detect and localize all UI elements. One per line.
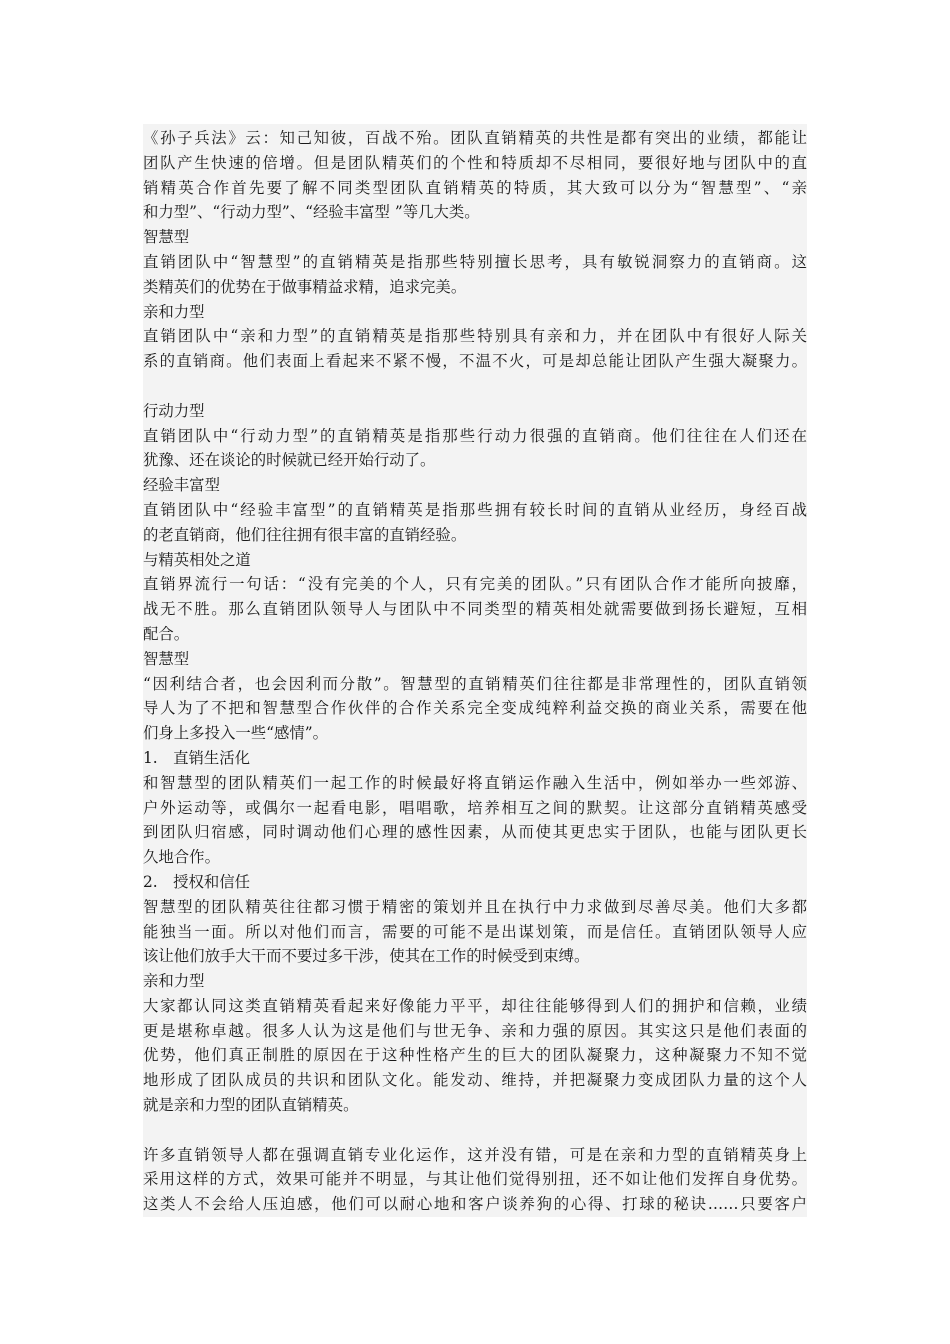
text-line: 1. 直销生活化 — [143, 748, 251, 767]
text-line: 能独当一面。所以对他们而言，需要的可能不是出谋划策，而是信任。直销团队领导人应 — [143, 922, 807, 941]
text-line: 直销团队中“智慧型”的直销精英是指那些特别擅长思考，具有敏锐洞察力的直销商。这 — [143, 252, 807, 271]
text-line: 导人为了不把和智慧型合作伙伴的合作关系完全变成纯粹利益交换的商业关系，需要在他 — [143, 699, 807, 718]
text-line: 亲和力型 — [143, 302, 205, 321]
text-line: 配合。 — [143, 624, 190, 643]
text-line: 该让他们放手大干而不要过多干涉，使其在工作的时候受到束缚。 — [143, 947, 590, 966]
text-line: 《孙子兵法》云：知己知彼，百战不殆。团队直销精英的共性是都有突出的业绩，都能让 — [143, 129, 807, 147]
text-line: 久地合作。 — [143, 848, 220, 867]
text-line: 智慧型的团队精英往往都习惯于精密的策划并且在执行中力求做到尽善尽美。他们大多都 — [143, 897, 807, 916]
text-line: 直销团队中“亲和力型”的直销精英是指那些特别具有亲和力，并在团队中有很好人际关 — [143, 327, 807, 346]
text-line: 这类人不会给人压迫感，他们可以耐心地和客户谈养狗的心得、打球的秘诀……只要客户 — [143, 1195, 807, 1214]
text-line: 直销团队中“经验丰富型”的直销精英是指那些拥有较长时间的直销从业经历，身经百战 — [143, 500, 807, 519]
text-line: 智慧型 — [143, 228, 190, 247]
text-line: 采用这样的方式，效果可能并不明显，与其让他们觉得别扭，还不如让他们发挥自身优势。 — [143, 1170, 807, 1189]
text-line: 许多直销领导人都在强调直销专业化运作，这并没有错，可是在亲和力型的直销精英身上 — [143, 1145, 807, 1164]
text-line: 亲和力型 — [143, 972, 205, 991]
text-line: 智慧型 — [143, 649, 190, 668]
text-line: 系的直销商。他们表面上看起来不紧不慢，不温不火，可是却总能让团队产生强大凝聚力。 — [143, 352, 807, 371]
text-line: 就是亲和力型的团队直销精英。 — [143, 1096, 359, 1115]
text-line: 到团队归宿感，同时调动他们心理的感性因素，从而使其更忠实于团队，也能与团队更长 — [143, 823, 807, 842]
text-line: 直销团队中“行动力型”的直销精英是指那些行动力很强的直销商。他们往往在人们还在 — [143, 426, 807, 445]
blank-line — [143, 1118, 807, 1143]
text-line: 优势，他们真正制胜的原因在于这种性格产生的巨大的团队凝聚力，这种凝聚力不知不觉 — [143, 1046, 807, 1065]
text-line: 销精英合作首先要了解不同类型团队直销精英的特质，其大致可以分为“智慧型”、“亲 — [143, 178, 807, 197]
text-line: “因利结合者，也会因利而分散”。智慧型的直销精英们往往都是非常理性的，团队直销领 — [143, 674, 807, 693]
text-line: 行动力型 — [143, 401, 205, 420]
text-line: 类精英们的优势在于做事精益求精，追求完美。 — [143, 277, 467, 296]
text-line: 们身上多投入一些“感情”。 — [143, 724, 329, 743]
text-line: 直销界流行一句话：“没有完美的个人，只有完美的团队。”只有团队合作才能所向披靡， — [143, 575, 807, 594]
text-line: 战无不胜。那么直销团队领导人与团队中不同类型的精英相处就需要做到扬长避短，互相 — [143, 600, 807, 619]
text-line: 的老直销商，他们往往拥有很丰富的直销经验。 — [143, 525, 467, 544]
text-line: 团队产生快速的倍增。但是团队精英们的个性和特质却不尽相同，要很好地与团队中的直 — [143, 153, 807, 172]
text-line: 大家都认同这类直销精英看起来好像能力平平，却往往能够得到人们的拥护和信赖，业绩 — [143, 996, 807, 1015]
text-line: 与精英相处之道 — [143, 550, 251, 569]
text-line: 经验丰富型 — [143, 476, 220, 495]
text-line: 更是堪称卓越。很多人认为这是他们与世无争、亲和力强的原因。其实这只是他们表面的 — [143, 1021, 807, 1040]
article-body — [143, 124, 807, 1217]
blank-line — [143, 374, 807, 399]
text-line: 地形成了团队成员的共识和团队文化。能发动、维持，并把凝聚力变成团队力量的这个人 — [143, 1071, 807, 1090]
text-line: 和力型”、“行动力型”、“经验丰富型 ”等几大类。 — [143, 203, 480, 222]
text-line: 2. 授权和信任 — [143, 872, 251, 891]
text-line: 户外运动等，或偶尔一起看电影，唱唱歌，培养相互之间的默契。让这部分直销精英感受 — [143, 798, 807, 817]
text-line: 和智慧型的团队精英们一起工作的时候最好将直销运作融入生活中，例如举办一些郊游、 — [143, 773, 807, 792]
text-line: 犹豫、还在谈论的时候就已经开始行动了。 — [143, 451, 436, 470]
